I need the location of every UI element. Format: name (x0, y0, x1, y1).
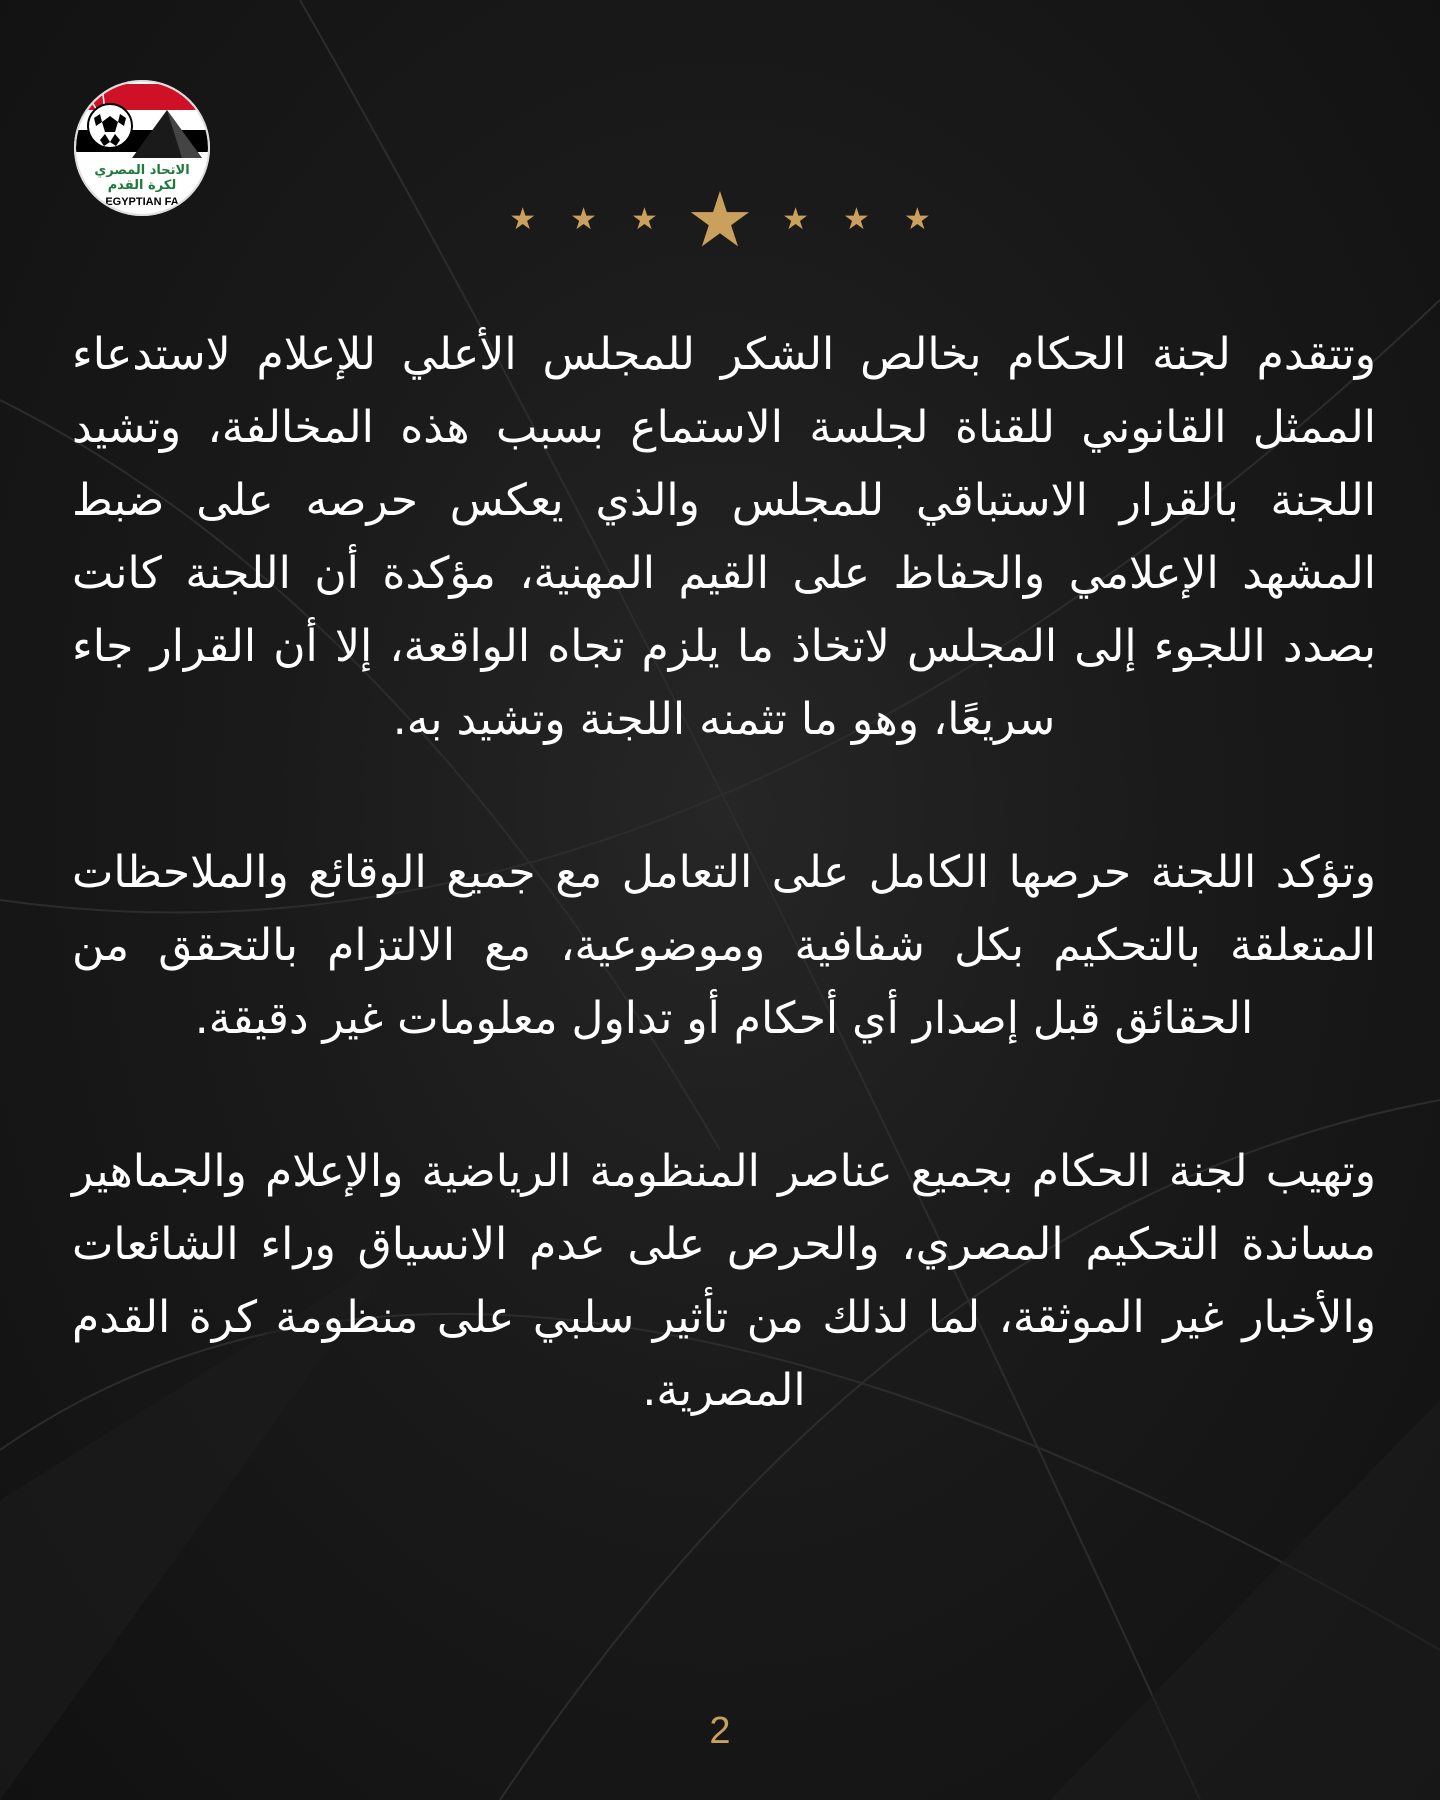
paragraph-thanks: وتتقدم لجنة الحكام بخالص الشكر للمجلس الأعلي للإعلام لاستدعاء الممثل القانوني للقناة لجلسة الاستماع بسبب هذه المخالفة، وتشيد اللجنة بالقرار الاستباقي للمجلس والذي يعكس حرصه على ضبط المشهد الإعلامي والحفاظ على القيم المهنية، مؤكدة أن اللجنة كانت بصدد اللجوء إلى المجلس لاتخاذ ما يلزم تجاه الواقعة، إلا أن القرار جاء سريعًا، وهو ما تثمنه اللجنة وتشيد به. (72, 329, 1376, 745)
statement-body (72, 318, 1376, 1427)
page-number: 2 (709, 1710, 731, 1752)
logo-english-text: EGYPTIAN FA (105, 196, 179, 208)
large-star-icon: ★ (685, 175, 755, 264)
logo-arabic-line1: الاتحاد المصري (94, 163, 190, 178)
paragraph-transparency: وتؤكد اللجنة حرصها الكامل على التعامل مع جميع الوقائع والملاحظات المتعلقة بالتحكيم بكل شفافية وموضوعية، مع الالتزام بالتحقق من الحقائق قبل إصدار أي أحكام أو تداول معلومات غير دقيقة. (72, 847, 1376, 1044)
paragraph-appeal: وتهيب لجنة الحكام بجميع عناصر المنظومة الرياضية والإعلام والجماهير مساندة التحكيم المصري، والحرص على عدم الانسياق وراء الشائعات والأخبار غير الموثقة، لما لذلك من تأثير سلبي على منظومة كرة القدم المصرية. (72, 1146, 1376, 1416)
star-icon: ★ (631, 202, 658, 237)
star-icon: ★ (903, 202, 931, 237)
star-icon: ★ (570, 202, 598, 237)
star-icon: ★ (782, 202, 809, 237)
star-icon: ★ (509, 202, 537, 237)
star-icon: ★ (842, 202, 870, 237)
logo-arabic-line2: لكرة القدم (107, 178, 177, 193)
star-divider (0, 175, 1440, 265)
